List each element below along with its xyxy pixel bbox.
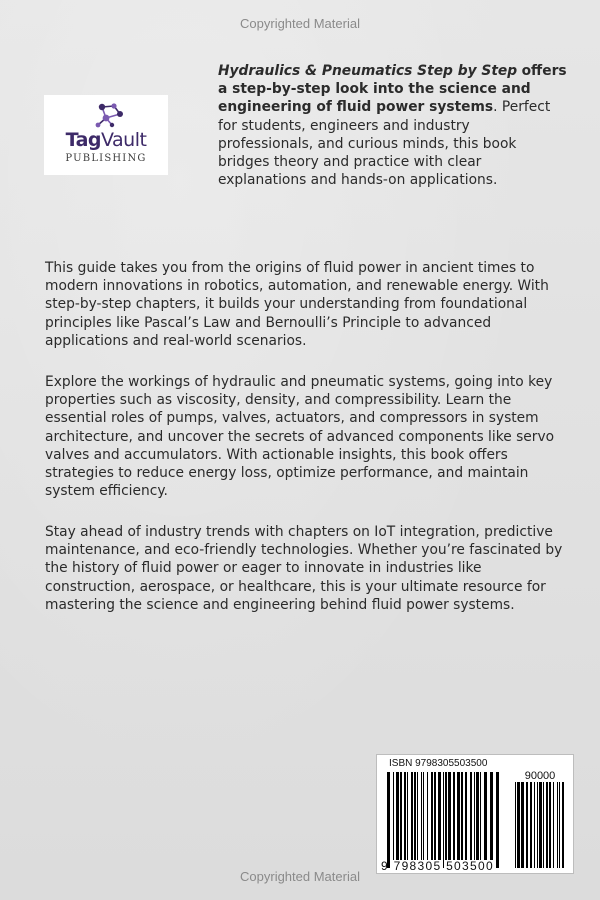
barcode-bar: [476, 772, 479, 860]
barcode-bar: [453, 772, 455, 860]
barcode-bar: [543, 782, 544, 868]
publisher-logo: [44, 95, 168, 175]
barcode-bar: [534, 782, 535, 868]
barcode-bar: [470, 772, 472, 860]
barcode-bar: [461, 772, 463, 860]
barcode-bar: [496, 772, 499, 868]
publisher-name-part2: Vault: [101, 129, 147, 151]
publisher-subtitle: PUBLISHING: [65, 153, 147, 164]
barcode-bar: [438, 772, 441, 860]
barcode-bar: [396, 772, 399, 860]
barcode-bar: [431, 772, 433, 860]
barcode-bar: [445, 772, 447, 860]
intro-bold-text: offers a step-by-step look into the science and engineering of fluid power systems: [218, 63, 567, 116]
barcode-bar: [465, 772, 467, 860]
publisher-name-part1: Tag: [65, 129, 101, 151]
barcode-bar: [411, 772, 413, 860]
barcode-bar: [484, 772, 487, 860]
barcode-bar: [515, 782, 516, 868]
barcode-bar: [480, 772, 481, 860]
barcode-bar: [546, 782, 548, 868]
barcode-bar: [421, 772, 422, 860]
barcode-bar: [457, 772, 460, 860]
isbn-label: ISBN 9798305503500: [389, 758, 488, 769]
barcode-bar: [393, 772, 394, 860]
barcode-bar: [549, 782, 551, 868]
copyright-watermark-top: Copyrighted Material: [240, 16, 360, 31]
barcode-bar: [448, 772, 451, 860]
barcode-bar: [414, 772, 416, 860]
network-nodes-icon: [92, 101, 126, 129]
description-paragraph: Stay ahead of industry trends with chapters on IoT integration, predictive maintenance, and eco-friendly technologies. Whether you’re fascinated by the history of fluid power or eager to innovate in industries like construction, aerospace, or healthcare, this is your ultimate resource for mastering the science and engineering behind fluid power systems.: [45, 524, 563, 613]
intro-blurb: [218, 62, 568, 189]
description-paragraph: Explore the workings of hydraulic and pneumatic systems, going into key properties such as viscosity, density, and compressibility. Learn the essential roles of pumps, valves, actuators, and compressors in system architecture, and uncover the secrets of advanced components like servo valves and accumulators. With actionable insights, this book offers strategies to reduce energy loss, optimize performance, and maintain system efficiency.: [45, 374, 555, 500]
barcode-bar: [427, 772, 428, 860]
barcode-bar: [553, 782, 554, 868]
barcode-bars-main: [387, 772, 499, 868]
barcode-addon-number: 90000: [524, 770, 556, 782]
barcode-bar: [539, 782, 542, 868]
barcode-bar: [434, 772, 436, 860]
barcode-digits: 9 798305 503500: [381, 859, 494, 873]
barcode-bar: [562, 782, 564, 868]
barcode-bar: [400, 772, 402, 860]
barcode-bars-addon: [515, 782, 565, 868]
isbn-barcode: [376, 754, 574, 874]
barcode-bar: [526, 782, 528, 868]
barcode-bar: [407, 772, 408, 860]
barcode-bar: [387, 772, 390, 868]
barcode-bar: [417, 772, 418, 860]
barcode-bar: [490, 772, 493, 860]
publisher-name: [44, 129, 168, 151]
barcode-bar: [530, 782, 532, 868]
barcode-bar: [537, 782, 538, 868]
barcode-bar: [443, 772, 444, 868]
description-paragraph: This guide takes you from the origins of fluid power in ancient times to modern innovations in robotics, automation, and renewable energy. With step-by-step chapters, it builds your understanding from foundational principles like Pascal’s Law and Bernoulli’s Principle to advanced applications and real-world scenarios.: [45, 260, 549, 349]
barcode-bar: [517, 782, 520, 868]
barcode-bar: [557, 782, 558, 868]
intro-rest-text: . Perfect for students, engineers and industry professionals, and curious minds, this book bridges theory and practice with clear explanations and hands-on applications.: [218, 99, 551, 189]
barcode-bar: [404, 772, 406, 860]
copyright-watermark-bottom: Copyrighted Material: [240, 869, 360, 884]
barcode-bar: [559, 782, 560, 868]
barcode-bar: [423, 772, 424, 860]
barcode-bar: [521, 782, 524, 868]
book-title: Hydraulics & Pneumatics Step by Step: [218, 63, 518, 79]
barcode-bar: [474, 772, 475, 860]
